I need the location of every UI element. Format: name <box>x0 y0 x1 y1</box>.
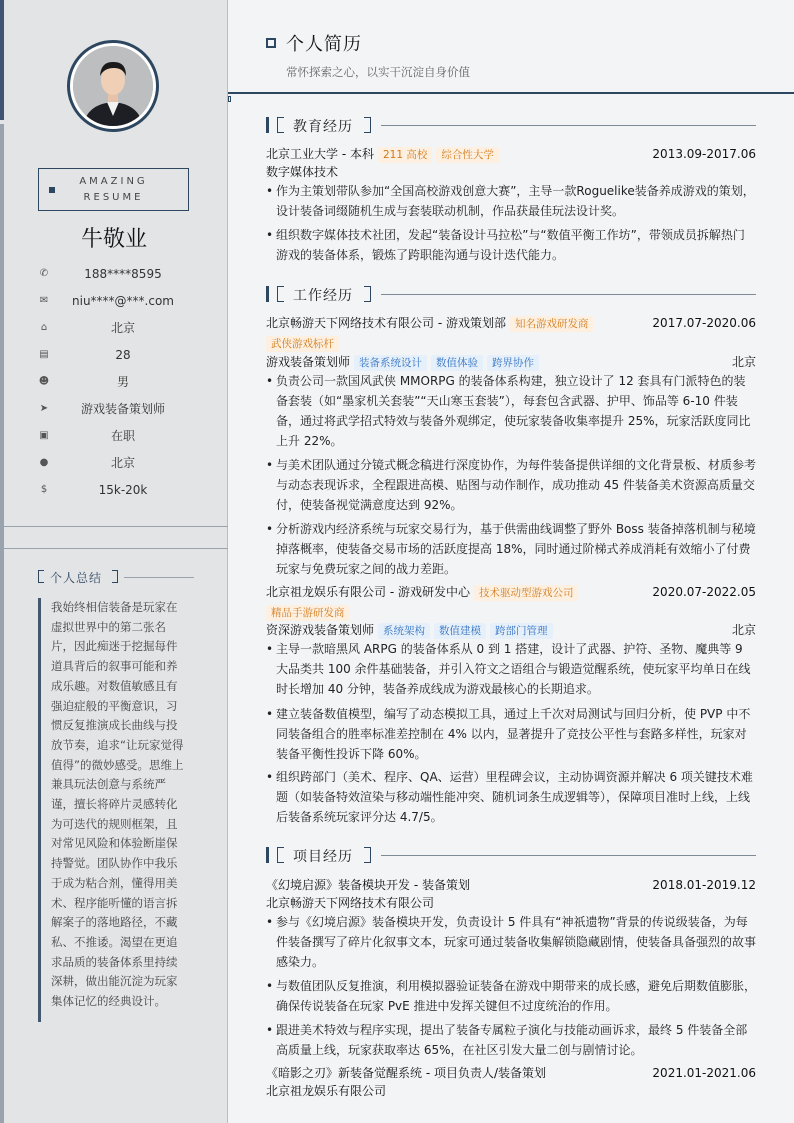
location-pin-icon: ● <box>39 457 49 468</box>
project-name: 《暗影之刃》新装备觉醒系统 - 项目负责人/装备策划 <box>266 1066 547 1080</box>
home-icon: ⌂ <box>40 322 48 333</box>
bracket-left <box>277 847 284 863</box>
job-date: 2017.07-2020.06 <box>652 316 756 330</box>
project-bullet: • 参与《幻境启源》装备模块开发，负责设计 5 件具有“神祇遗物”背景的传说级装备，为每件装备撰写了碎片化叙事文本，玩家可通过装备收集解锁隐藏剧情，使装备具备强烈的故事感染力。 <box>266 912 756 972</box>
bracket-left <box>38 570 44 583</box>
project-title-row <box>266 1065 756 1081</box>
job-company-tags-row <box>262 604 752 621</box>
role-tag: 系统架构 <box>378 623 430 639</box>
heading-rule <box>124 577 194 578</box>
education-school-row <box>266 146 756 163</box>
info-salary: $ 15k-20k <box>38 480 208 507</box>
education-date: 2013.09-2017.06 <box>652 147 756 161</box>
job-date: 2020.07-2022.05 <box>652 585 756 599</box>
company-tag: 武侠游戏标杆 <box>266 336 339 352</box>
bracket-right <box>364 117 371 133</box>
education-bullet: • 作为主策划带队参加“全国高校游戏创意大赛”，主导一款Roguelike装备养成游戏的策划，设计装备词缀随机生成与套装联动机制，作品获最佳玩法设计奖。 <box>266 181 756 221</box>
gender-icon: ☻ <box>38 376 50 387</box>
heading-rule <box>381 125 756 126</box>
briefcase-icon: ▣ <box>39 430 49 441</box>
avatar <box>67 40 159 132</box>
project-company: 北京畅游天下网络技术有限公司 <box>266 896 435 910</box>
main-content <box>228 0 794 1123</box>
phone-icon: ✆ <box>39 268 49 279</box>
corner-mark <box>228 96 231 102</box>
info-phone: ✆ 188****8595 <box>39 267 162 281</box>
job-bullet: • 主导一款暗黑风 ARPG 的装备体系从 0 到 1 搭建，设计了武器、护符、圣物、魔典等 9 大品类共 100 余件基础装备，并引入符文之语组合与锻造觉醒系统，使玩家平均单日在线时长增加 40 分钟，装备养成线成为游戏最核心的长期追求。 <box>266 639 756 699</box>
heading-bar <box>266 847 269 863</box>
role-tag: 数值体验 <box>431 355 483 371</box>
project-date: 2021.01-2021.06 <box>652 1066 756 1080</box>
company-name: 北京祖龙娱乐有限公司 - 游戏研发中心 <box>266 585 470 599</box>
sidebar-divider <box>4 548 228 549</box>
page-title: 个人简历 <box>286 34 362 55</box>
avatar-photo <box>73 46 153 126</box>
project-bullet: • 跟进美术特效与程序实现，提出了装备专属粒子演化与技能动画诉求，最终 5 件装备全部高质量上线，玩家获取率达 65%，在社区引发大量二创与剧情讨论。 <box>266 1020 756 1060</box>
person-portrait-icon <box>73 46 153 126</box>
heading-bar <box>266 117 269 133</box>
project-company: 北京祖龙娱乐有限公司 <box>266 1084 387 1098</box>
summary-heading <box>38 568 218 586</box>
amazing-resume-badge <box>38 168 189 211</box>
header-rule <box>228 92 794 94</box>
bracket-left <box>277 286 284 302</box>
project-name: 《幻境启源》装备模块开发 - 装备策划 <box>266 878 470 892</box>
project-title-row <box>266 877 756 893</box>
contact-info-list <box>38 264 208 507</box>
info-status: ▣ 在职 <box>39 429 135 443</box>
heading-rule <box>381 294 756 295</box>
section-title: 教育经历 <box>293 119 353 135</box>
title-square-icon <box>266 38 276 48</box>
role-tag: 装备系统设计 <box>354 355 427 371</box>
job-company-tags-row <box>262 335 752 352</box>
company-name: 北京畅游天下网络技术有限公司 - 游戏策划部 <box>266 316 506 330</box>
school-name: 北京工业大学 - 本科 <box>266 147 374 161</box>
job-bullet: • 与美术团队通过分镜式概念稿进行深度协作，为每件装备提供详细的文化背景板、材质参考与动态表现诉求，全程跟进高模、贴图与动作制作，成功推动 45 件装备美术资源高质量交付，使装备视觉满意度达到 92%。 <box>266 455 756 515</box>
company-tag: 精品手游研发商 <box>266 605 350 621</box>
sidebar-accent-bar <box>0 0 4 120</box>
sidebar-divider <box>4 526 228 527</box>
job-bullet: • 分析游戏内经济系统与玩家交易行为，基于供需曲线调整了野外 Boss 装备掉落机制与秘境掉落概率，使装备交易市场的活跃度提高 18%，同时通过阶梯式养成消耗有效缩小了付费玩家与免费玩家之间的战力差距。 <box>266 519 756 579</box>
info-home: ⌂ 北京 <box>38 318 208 345</box>
summary-text: 我始终相信装备是玩家在虚拟世界中的第二张名片，因此痴迷于挖掘每件道具背后的叙事可能和养成乐趣。对数值敏感且有强迫症般的平衡意识，习惯反复推演成长曲线与投放节奏，追求“让玩家觉得值得”的微妙感受。思维上兼具玩法创意与系统严谨，擅长将碎片灵感转化为可迭代的规则框架，且对常见风险和体验断崖保持警觉。团队协作中我乐于成为粘合剂，懂得用美术、程序能听懂的语言拆解案子的落地路径，不藏私、不推诿。渴望在更追求品质的装备体系里持续深耕，做出能沉淀为玩家集体记忆的经典设计。 <box>38 598 188 1022</box>
job-bullet: • 建立装备数值模型，编写了动态模拟工具，通过上千次对局测试与回归分析，使 PVP 中不同装备组合的胜率标准差控制在 4% 以内，显著提升了竞技公平性与套路多样性，玩家对装备平衡性投诉下降 60%。 <box>266 704 756 764</box>
email-icon: ✉ <box>39 295 49 306</box>
job-company-row <box>266 315 756 332</box>
job-role-row <box>266 622 756 639</box>
section-projects-heading <box>266 846 756 866</box>
bracket-right <box>364 847 371 863</box>
company-tag: 技术驱动型游戏公司 <box>474 585 579 601</box>
education-bullet: • 组织数字媒体技术社团，发起“装备设计马拉松”与“数值平衡工作坊”，带领成员拆解热门游戏的装备体系，锻炼了跨职能沟通与设计迭代能力。 <box>266 225 756 265</box>
bracket-left <box>277 117 284 133</box>
badge-text: AMAZING RESUME <box>79 176 148 203</box>
salary-icon: $ <box>40 484 48 495</box>
heading-rule <box>381 855 756 856</box>
project-bullet: • 与数值团队反复推演，利用模拟器验证装备在游戏中期带来的成长感，避免后期数值膨胀，确保传说装备在玩家 PvE 推进中发挥关键但不过度统治的作用。 <box>266 976 756 1016</box>
section-education-heading <box>266 116 756 136</box>
project-date: 2018.01-2019.12 <box>652 878 756 892</box>
page-subtitle: 常怀探索之心，以实干沉淀自身价值 <box>286 65 470 79</box>
role-tag: 跨界协作 <box>487 355 539 371</box>
role-tag: 跨部门管理 <box>490 623 553 639</box>
send-icon: ➤ <box>39 403 49 414</box>
school-tag: 综合性大学 <box>436 147 499 163</box>
job-bullet: • 组织跨部门（美术、程序、QA、运营）里程碑会议，主动协调资源并解决 6 项关键技术难题（如装备特效渲染与移动端性能冲突、随机词条生成逻辑等），保障项目准时上线，上线后装备系统玩家评分达 4.7/5。 <box>266 767 756 827</box>
job-role: 资深游戏装备策划师 <box>266 623 375 637</box>
info-age: ▤ 28 <box>39 348 131 362</box>
job-city: 北京 <box>731 355 756 369</box>
sidebar <box>0 0 228 1123</box>
company-tag: 知名游戏研发商 <box>510 316 594 332</box>
info-gender: ☻ 男 <box>38 375 129 389</box>
section-work-heading <box>266 285 756 305</box>
job-company-row <box>266 584 756 601</box>
section-title: 项目经历 <box>293 849 353 865</box>
info-email: ✉ niu****@***.com <box>39 294 174 308</box>
job-role: 游戏装备策划师 <box>266 355 351 369</box>
school-tag: 211 高校 <box>378 147 432 163</box>
info-position: ➤ 游戏装备策划师 <box>39 402 165 416</box>
section-title: 工作经历 <box>293 288 353 304</box>
sidebar-edge-line <box>0 124 4 1123</box>
heading-bar <box>266 286 269 302</box>
job-role-row <box>266 354 756 371</box>
badge-square-icon <box>49 187 55 193</box>
summary-heading-text: 个人总结 <box>50 571 103 585</box>
candidate-name: 牛敬业 <box>80 227 147 252</box>
role-tag: 数值建模 <box>434 623 486 639</box>
info-location: ● 北京 <box>39 456 135 470</box>
bracket-right <box>112 570 118 583</box>
education-major: 数字媒体技术 <box>266 165 339 179</box>
birthday-cake-icon: ▤ <box>39 349 49 360</box>
job-bullet: • 负责公司一款国风武侠 MMORPG 的装备体系构建，独立设计了 12 套具有门派特色的装备套装（如“墨家机关套装”“天山寒玉套装”），每套包含武器、护甲、饰品等 6-10 件装备，通过将武学招式特效与装备外观绑定，使玩家装备收集率提升 25%，玩家活跃度同比上升 22%。 <box>266 371 756 451</box>
bracket-right <box>364 286 371 302</box>
job-city: 北京 <box>731 623 756 637</box>
